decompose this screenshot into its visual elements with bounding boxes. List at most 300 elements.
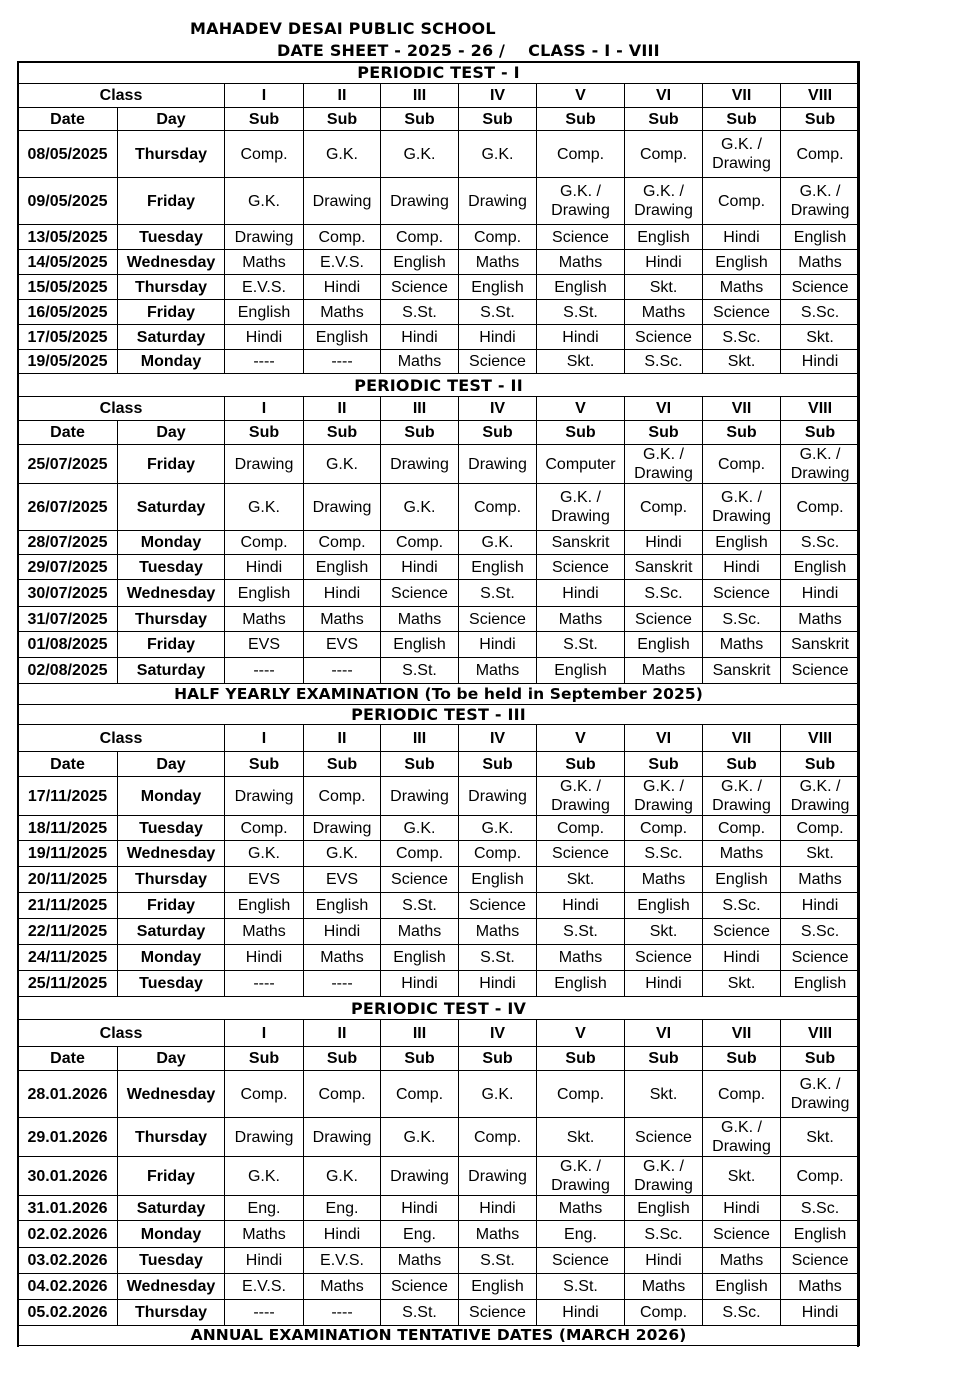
subject-cell: Skt. bbox=[537, 1118, 625, 1157]
subject-cell: S.Sc. bbox=[781, 1196, 860, 1221]
subject-cell: ---- bbox=[225, 971, 304, 997]
class-header: IV bbox=[459, 725, 537, 752]
section-title: PERIODIC TEST - II bbox=[18, 374, 860, 397]
sub-header: Sub bbox=[304, 752, 381, 777]
exam-day: Saturday bbox=[118, 919, 225, 945]
exam-date: 18/11/2025 bbox=[18, 816, 118, 841]
subject-cell: G.K. / Drawing bbox=[703, 484, 781, 531]
exam-date: 22/11/2025 bbox=[18, 919, 118, 945]
subject-cell: Hindi bbox=[304, 275, 381, 300]
subject-cell: Skt. bbox=[703, 1157, 781, 1196]
subject-cell: G.K. bbox=[304, 131, 381, 178]
subject-cell: S.St. bbox=[459, 1248, 537, 1274]
section-title-row bbox=[18, 997, 860, 1020]
subject-cell: English bbox=[781, 555, 860, 580]
subject-cell: Hindi bbox=[781, 580, 860, 607]
exam-day: Wednesday bbox=[118, 1071, 225, 1118]
subject-cell: S.Sc. bbox=[703, 607, 781, 632]
subject-cell: English bbox=[459, 275, 537, 300]
subject-cell: S.St. bbox=[537, 632, 625, 658]
sub-header: Sub bbox=[625, 752, 703, 777]
class-header: VIII bbox=[781, 725, 860, 752]
sub-header: Sub bbox=[459, 421, 537, 445]
subject-cell: ---- bbox=[225, 658, 304, 684]
subject-cell: English bbox=[625, 632, 703, 658]
subject-cell: G.K. bbox=[381, 484, 459, 531]
exam-date: 26/07/2025 bbox=[18, 484, 118, 531]
sub-header: Sub bbox=[381, 1047, 459, 1071]
exam-row bbox=[18, 1157, 860, 1196]
sub-header: Sub bbox=[625, 108, 703, 131]
subject-cell: EVS bbox=[304, 632, 381, 658]
subject-cell: Science bbox=[537, 555, 625, 580]
subject-cell: Hindi bbox=[703, 945, 781, 971]
subject-cell: G.K. / Drawing bbox=[781, 1071, 860, 1118]
sub-header: Sub bbox=[537, 752, 625, 777]
sub-header: Sub bbox=[459, 752, 537, 777]
exam-row bbox=[18, 531, 860, 555]
class-header: IV bbox=[459, 397, 537, 421]
exam-row bbox=[18, 816, 860, 841]
subject-cell: Comp. bbox=[304, 1071, 381, 1118]
sub-header: Sub bbox=[537, 1047, 625, 1071]
exam-day: Wednesday bbox=[118, 580, 225, 607]
sub-header: Sub bbox=[225, 108, 304, 131]
subject-cell: G.K. bbox=[459, 131, 537, 178]
exam-day: Friday bbox=[118, 445, 225, 484]
subject-cell: Maths bbox=[537, 945, 625, 971]
subject-cell: Maths bbox=[225, 250, 304, 275]
exam-date: 29/07/2025 bbox=[18, 555, 118, 580]
subject-cell: G.K. bbox=[304, 841, 381, 867]
exam-date: 03.02.2026 bbox=[18, 1248, 118, 1274]
class-header: III bbox=[381, 725, 459, 752]
exam-row bbox=[18, 841, 860, 867]
sub-header: Sub bbox=[459, 108, 537, 131]
subject-cell: E.V.S. bbox=[304, 1248, 381, 1274]
sub-header: Sub bbox=[225, 1047, 304, 1071]
subject-cell: Maths bbox=[381, 1248, 459, 1274]
subject-cell: Comp. bbox=[459, 1118, 537, 1157]
subject-cell: Comp. bbox=[459, 225, 537, 250]
class-header: VI bbox=[625, 84, 703, 108]
subject-cell: Maths bbox=[304, 300, 381, 325]
date-header: Date bbox=[18, 421, 118, 445]
subject-cell: Skt. bbox=[625, 1071, 703, 1118]
exam-date: 28.01.2026 bbox=[18, 1071, 118, 1118]
subject-cell: S.St. bbox=[381, 658, 459, 684]
subject-cell: G.K. bbox=[381, 131, 459, 178]
subject-cell: Skt. bbox=[625, 275, 703, 300]
subject-cell: English bbox=[537, 658, 625, 684]
subject-cell: S.Sc. bbox=[625, 841, 703, 867]
subject-cell: Maths bbox=[625, 658, 703, 684]
subject-cell: S.St. bbox=[381, 300, 459, 325]
subject-cell: English bbox=[703, 531, 781, 555]
subject-cell: Science bbox=[781, 945, 860, 971]
subject-cell: Maths bbox=[703, 632, 781, 658]
subject-cell: S.Sc. bbox=[781, 300, 860, 325]
exam-row bbox=[18, 867, 860, 893]
subject-cell: Eng. bbox=[381, 1221, 459, 1248]
class-header-row bbox=[18, 1020, 860, 1047]
subject-cell: Comp. bbox=[537, 1071, 625, 1118]
date-header: Date bbox=[18, 752, 118, 777]
exam-row bbox=[18, 325, 860, 350]
exam-row bbox=[18, 350, 860, 374]
subject-cell: G.K. bbox=[304, 445, 381, 484]
footer-note-row bbox=[18, 1326, 860, 1346]
exam-day: Saturday bbox=[118, 325, 225, 350]
subject-cell: Comp. bbox=[225, 131, 304, 178]
subject-cell: Comp. bbox=[304, 225, 381, 250]
day-header: Day bbox=[118, 1047, 225, 1071]
subject-cell: Drawing bbox=[225, 445, 304, 484]
subject-cell: E.V.S. bbox=[225, 1274, 304, 1300]
subject-cell: Hindi bbox=[381, 325, 459, 350]
subject-cell: Skt. bbox=[537, 867, 625, 893]
subject-cell: Hindi bbox=[459, 325, 537, 350]
subject-cell: S.St. bbox=[381, 1300, 459, 1326]
subject-cell: G.K. / Drawing bbox=[625, 178, 703, 225]
exam-row bbox=[18, 1196, 860, 1221]
subject-cell: Maths bbox=[304, 1274, 381, 1300]
subject-cell: Hindi bbox=[625, 971, 703, 997]
subject-cell: English bbox=[703, 867, 781, 893]
sub-header: Sub bbox=[537, 421, 625, 445]
exam-date: 31/07/2025 bbox=[18, 607, 118, 632]
subject-cell: G.K. / Drawing bbox=[625, 445, 703, 484]
subject-cell: English bbox=[381, 632, 459, 658]
subject-cell: Sanskrit bbox=[781, 632, 860, 658]
subject-cell: Eng. bbox=[225, 1196, 304, 1221]
sub-header-row bbox=[18, 108, 860, 131]
exam-row bbox=[18, 1221, 860, 1248]
subject-cell: S.St. bbox=[459, 300, 537, 325]
subject-cell: G.K. bbox=[304, 1157, 381, 1196]
subject-cell: EVS bbox=[225, 632, 304, 658]
subject-cell: Comp. bbox=[703, 445, 781, 484]
subject-cell: Maths bbox=[537, 1196, 625, 1221]
exam-note-row bbox=[18, 684, 860, 705]
exam-day: Tuesday bbox=[118, 1248, 225, 1274]
subject-cell: Comp. bbox=[459, 841, 537, 867]
exam-day: Wednesday bbox=[118, 841, 225, 867]
date-sheet-subtitle: DATE SHEET - 2025 - 26 / CLASS - I - VIII bbox=[277, 41, 660, 60]
exam-day: Monday bbox=[118, 350, 225, 374]
subject-cell: S.Sc. bbox=[703, 1300, 781, 1326]
subject-cell: S.Sc. bbox=[781, 531, 860, 555]
subject-cell: G.K. bbox=[459, 1071, 537, 1118]
class-header: IV bbox=[459, 1020, 537, 1047]
subject-cell: ---- bbox=[304, 1300, 381, 1326]
subject-cell: Comp. bbox=[459, 484, 537, 531]
date-header: Date bbox=[18, 108, 118, 131]
exam-date: 25/07/2025 bbox=[18, 445, 118, 484]
subject-cell: Maths bbox=[703, 1248, 781, 1274]
subject-cell: Eng. bbox=[304, 1196, 381, 1221]
subject-cell: Drawing bbox=[381, 1157, 459, 1196]
subject-cell: Science bbox=[625, 325, 703, 350]
subject-cell: S.St. bbox=[459, 945, 537, 971]
subject-cell: S.St. bbox=[381, 893, 459, 919]
subject-cell: English bbox=[625, 225, 703, 250]
sub-header: Sub bbox=[225, 752, 304, 777]
class-header: VII bbox=[703, 725, 781, 752]
sub-header: Sub bbox=[381, 421, 459, 445]
day-header: Day bbox=[118, 421, 225, 445]
subject-cell: E.V.S. bbox=[225, 275, 304, 300]
subject-cell: Hindi bbox=[225, 325, 304, 350]
exam-day: Thursday bbox=[118, 1300, 225, 1326]
subject-cell: S.St. bbox=[459, 580, 537, 607]
subject-cell: Comp. bbox=[625, 816, 703, 841]
exam-row bbox=[18, 607, 860, 632]
exam-day: Monday bbox=[118, 531, 225, 555]
subject-cell: G.K. / Drawing bbox=[537, 1157, 625, 1196]
sub-header: Sub bbox=[781, 1047, 860, 1071]
subject-cell: English bbox=[781, 1221, 860, 1248]
exam-date: 09/05/2025 bbox=[18, 178, 118, 225]
exam-row bbox=[18, 658, 860, 684]
subject-cell: Maths bbox=[381, 350, 459, 374]
exam-date: 30/07/2025 bbox=[18, 580, 118, 607]
subject-cell: Science bbox=[459, 893, 537, 919]
subject-cell: G.K. bbox=[225, 484, 304, 531]
exam-row bbox=[18, 1300, 860, 1326]
subject-cell: Hindi bbox=[381, 971, 459, 997]
subject-cell: Comp. bbox=[537, 816, 625, 841]
exam-day: Tuesday bbox=[118, 225, 225, 250]
exam-date: 16/05/2025 bbox=[18, 300, 118, 325]
subject-cell: Hindi bbox=[304, 1221, 381, 1248]
exam-date: 30.01.2026 bbox=[18, 1157, 118, 1196]
subject-cell: Skt. bbox=[781, 1118, 860, 1157]
subject-cell: Hindi bbox=[381, 1196, 459, 1221]
subject-cell: Maths bbox=[781, 250, 860, 275]
class-header: III bbox=[381, 84, 459, 108]
subject-cell: Hindi bbox=[703, 225, 781, 250]
class-header: III bbox=[381, 1020, 459, 1047]
subject-cell: EVS bbox=[304, 867, 381, 893]
subject-cell: Hindi bbox=[459, 1196, 537, 1221]
class-header: VI bbox=[625, 725, 703, 752]
exam-row bbox=[18, 1071, 860, 1118]
subject-cell: Hindi bbox=[625, 1248, 703, 1274]
class-header: III bbox=[381, 397, 459, 421]
subject-cell: G.K. bbox=[459, 816, 537, 841]
exam-row bbox=[18, 1118, 860, 1157]
subject-cell: English bbox=[537, 971, 625, 997]
exam-date: 14/05/2025 bbox=[18, 250, 118, 275]
section-title-row bbox=[18, 705, 860, 725]
day-header: Day bbox=[118, 752, 225, 777]
exam-row bbox=[18, 777, 860, 816]
exam-date: 25/11/2025 bbox=[18, 971, 118, 997]
subject-cell: G.K. / Drawing bbox=[703, 131, 781, 178]
subject-cell: Hindi bbox=[459, 632, 537, 658]
subject-cell: G.K. / Drawing bbox=[625, 777, 703, 816]
exam-day: Monday bbox=[118, 777, 225, 816]
class-header: V bbox=[537, 397, 625, 421]
subject-cell: Comp. bbox=[381, 841, 459, 867]
subject-cell: S.Sc. bbox=[625, 350, 703, 374]
subject-cell: S.Sc. bbox=[625, 1221, 703, 1248]
subject-cell: ---- bbox=[225, 350, 304, 374]
subject-cell: English bbox=[225, 580, 304, 607]
subject-cell: Science bbox=[703, 580, 781, 607]
exam-day: Monday bbox=[118, 1221, 225, 1248]
subject-cell: S.St. bbox=[537, 300, 625, 325]
class-header: VII bbox=[703, 1020, 781, 1047]
subject-cell: Eng. bbox=[537, 1221, 625, 1248]
subject-cell: ---- bbox=[304, 350, 381, 374]
annual-exam-note: ANNUAL EXAMINATION TENTATIVE DATES (MARCH 2026) bbox=[18, 1326, 860, 1346]
class-label: Class bbox=[18, 1020, 225, 1047]
subject-cell: Hindi bbox=[781, 350, 860, 374]
exam-row bbox=[18, 971, 860, 997]
subject-cell: English bbox=[625, 893, 703, 919]
exam-date: 19/05/2025 bbox=[18, 350, 118, 374]
subject-cell: Hindi bbox=[537, 325, 625, 350]
subject-cell: Maths bbox=[459, 919, 537, 945]
subject-cell: Drawing bbox=[304, 1118, 381, 1157]
class-header-row bbox=[18, 397, 860, 421]
subject-cell: Maths bbox=[459, 250, 537, 275]
class-label: Class bbox=[18, 397, 225, 421]
exam-day: Wednesday bbox=[118, 1274, 225, 1300]
subject-cell: English bbox=[225, 893, 304, 919]
class-header: IV bbox=[459, 84, 537, 108]
subject-cell: Science bbox=[781, 275, 860, 300]
subject-cell: Hindi bbox=[537, 893, 625, 919]
subject-cell: Hindi bbox=[304, 919, 381, 945]
subject-cell: Maths bbox=[703, 275, 781, 300]
subject-cell: Science bbox=[781, 658, 860, 684]
subject-cell: Comp. bbox=[537, 131, 625, 178]
subject-cell: Drawing bbox=[459, 777, 537, 816]
sub-header-row bbox=[18, 421, 860, 445]
subject-cell: Science bbox=[703, 300, 781, 325]
exam-day: Friday bbox=[118, 178, 225, 225]
school-name: MAHADEV DESAI PUBLIC SCHOOL bbox=[190, 19, 496, 38]
subject-cell: Science bbox=[703, 919, 781, 945]
subject-cell: ---- bbox=[304, 658, 381, 684]
subject-cell: Skt. bbox=[703, 350, 781, 374]
subject-cell: Science bbox=[459, 350, 537, 374]
subject-cell: Hindi bbox=[625, 531, 703, 555]
subject-cell: Comp. bbox=[781, 816, 860, 841]
subject-cell: Science bbox=[781, 1248, 860, 1274]
subject-cell: English bbox=[459, 555, 537, 580]
subject-cell: Science bbox=[459, 607, 537, 632]
class-header: VI bbox=[625, 1020, 703, 1047]
subject-cell: G.K. / Drawing bbox=[781, 777, 860, 816]
subject-cell: Hindi bbox=[459, 971, 537, 997]
subject-cell: Maths bbox=[625, 300, 703, 325]
subject-cell: Maths bbox=[225, 607, 304, 632]
subject-cell: Maths bbox=[537, 250, 625, 275]
subject-cell: Maths bbox=[304, 945, 381, 971]
class-header: I bbox=[225, 84, 304, 108]
exam-day: Saturday bbox=[118, 484, 225, 531]
exam-day: Thursday bbox=[118, 131, 225, 178]
subject-cell: English bbox=[459, 867, 537, 893]
exam-date: 08/05/2025 bbox=[18, 131, 118, 178]
class-header-row bbox=[18, 84, 860, 108]
subject-cell: Science bbox=[537, 225, 625, 250]
sub-header: Sub bbox=[703, 752, 781, 777]
subject-cell: G.K. bbox=[459, 531, 537, 555]
exam-day: Tuesday bbox=[118, 971, 225, 997]
subject-cell: Comp. bbox=[304, 531, 381, 555]
subject-cell: Drawing bbox=[225, 225, 304, 250]
subject-cell: Maths bbox=[781, 867, 860, 893]
exam-note: HALF YEARLY EXAMINATION (To be held in September 2025) bbox=[18, 684, 860, 705]
subject-cell: Science bbox=[381, 580, 459, 607]
class-header: I bbox=[225, 1020, 304, 1047]
section-title-row bbox=[18, 62, 860, 84]
subject-cell: English bbox=[537, 275, 625, 300]
subject-cell: Maths bbox=[781, 607, 860, 632]
subject-cell: ---- bbox=[304, 971, 381, 997]
exam-row bbox=[18, 1274, 860, 1300]
subject-cell: Comp. bbox=[781, 131, 860, 178]
exam-day: Thursday bbox=[118, 275, 225, 300]
section-title: PERIODIC TEST - I bbox=[18, 62, 860, 84]
subject-cell: Maths bbox=[381, 607, 459, 632]
subject-cell: Comp. bbox=[381, 1071, 459, 1118]
subject-cell: Hindi bbox=[537, 1300, 625, 1326]
exam-date: 20/11/2025 bbox=[18, 867, 118, 893]
class-header: V bbox=[537, 84, 625, 108]
exam-row bbox=[18, 555, 860, 580]
subject-cell: Maths bbox=[459, 658, 537, 684]
subject-cell: Hindi bbox=[703, 1196, 781, 1221]
subject-cell: Hindi bbox=[625, 250, 703, 275]
sub-header: Sub bbox=[703, 421, 781, 445]
subject-cell: Drawing bbox=[459, 445, 537, 484]
subject-cell: Hindi bbox=[225, 945, 304, 971]
subject-cell: Maths bbox=[537, 607, 625, 632]
exam-day: Tuesday bbox=[118, 555, 225, 580]
subject-cell: Skt. bbox=[703, 971, 781, 997]
class-header-row bbox=[18, 725, 860, 752]
subject-cell: Hindi bbox=[225, 1248, 304, 1274]
subject-cell: Science bbox=[537, 841, 625, 867]
subject-cell: Comp. bbox=[703, 816, 781, 841]
subject-cell: Drawing bbox=[225, 777, 304, 816]
sub-header: Sub bbox=[304, 108, 381, 131]
subject-cell: G.K. / Drawing bbox=[703, 1118, 781, 1157]
date-header: Date bbox=[18, 1047, 118, 1071]
exam-row bbox=[18, 1248, 860, 1274]
exam-date: 02.02.2026 bbox=[18, 1221, 118, 1248]
exam-date: 02/08/2025 bbox=[18, 658, 118, 684]
section-title: PERIODIC TEST - III bbox=[18, 705, 860, 725]
sub-header: Sub bbox=[459, 1047, 537, 1071]
class-header: I bbox=[225, 397, 304, 421]
subject-cell: English bbox=[625, 1196, 703, 1221]
sub-header: Sub bbox=[304, 1047, 381, 1071]
exam-row bbox=[18, 275, 860, 300]
subject-cell: Comp. bbox=[225, 531, 304, 555]
exam-day: Friday bbox=[118, 632, 225, 658]
exam-row bbox=[18, 250, 860, 275]
subject-cell: Hindi bbox=[304, 580, 381, 607]
sub-header: Sub bbox=[225, 421, 304, 445]
exam-day: Tuesday bbox=[118, 816, 225, 841]
